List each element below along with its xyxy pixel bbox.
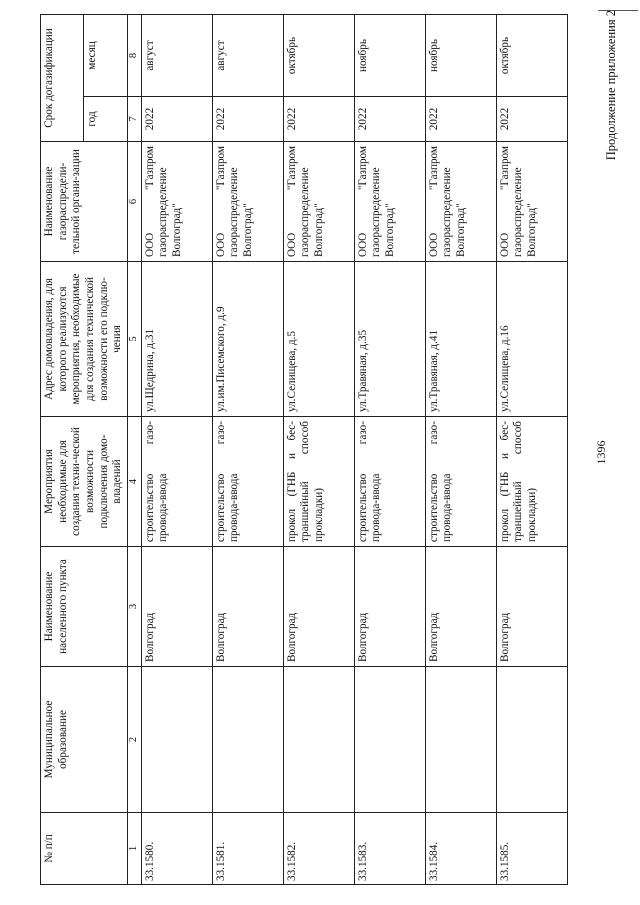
row-number: 33.1580. [141, 813, 212, 885]
row-municipality [212, 667, 283, 813]
column-numbers-row [127, 15, 141, 885]
continuation-note: Продолжение приложения 2 [604, 10, 618, 161]
row-month: ноябрь [425, 15, 496, 97]
table-row [496, 15, 567, 885]
row-year: 2022 [425, 97, 496, 142]
table-row [354, 15, 425, 885]
header-month: месяц [84, 15, 127, 97]
row-address: ул.Щедрина, д.31 [141, 262, 212, 417]
row-measures: прокол (ГНБ и бес-траншейный способ прокладки) [283, 417, 354, 547]
header-municipality: Муниципальное образование [41, 667, 128, 813]
row-number: 33.1582. [283, 813, 354, 885]
col-number: 7 [127, 97, 141, 142]
row-municipality [354, 667, 425, 813]
table-row [283, 15, 354, 885]
table-row [425, 15, 496, 885]
row-measures: строительство газо-провода-ввода [354, 417, 425, 547]
header-deadline: Срок догазификации [41, 15, 84, 142]
header-settlement: Наименование населенного пункта [41, 547, 128, 667]
row-settlement: Волгоград [141, 547, 212, 667]
row-measures: строительство газо-провода-ввода [141, 417, 212, 547]
row-org: ООО "Газпром газораспределение Волгоград" [141, 142, 212, 262]
header-measures: Мероприятия необходимые для создания техни-ческой возможности подключения домо-владений [41, 417, 128, 547]
gasification-table [40, 14, 568, 885]
header-org: Наименование газораспредели-тельной органи-зации [41, 142, 128, 262]
row-measures: строительство газо-провода-ввода [212, 417, 283, 547]
row-year: 2022 [354, 97, 425, 142]
row-settlement: Волгоград [283, 547, 354, 667]
row-year: 2022 [283, 97, 354, 142]
row-org: ООО "Газпром газораспределение Волгоград" [425, 142, 496, 262]
row-address: ул.Травяная, д.41 [425, 262, 496, 417]
row-measures: строительство газо-провода-ввода [425, 417, 496, 547]
row-address: ул.Селищева, д.16 [496, 262, 567, 417]
col-number: 8 [127, 15, 141, 97]
row-number: 33.1584. [425, 813, 496, 885]
row-org: ООО "Газпром газораспределение Волгоград" [354, 142, 425, 262]
row-municipality [283, 667, 354, 813]
row-settlement: Волгоград [354, 547, 425, 667]
row-settlement: Волгоград [212, 547, 283, 667]
table-row [141, 15, 212, 885]
header-num: № п/п [41, 813, 128, 885]
row-org: ООО "Газпром газораспределение Волгоград" [283, 142, 354, 262]
row-year: 2022 [141, 97, 212, 142]
row-number: 33.1585. [496, 813, 567, 885]
row-month: октябрь [496, 15, 567, 97]
col-number: 2 [127, 667, 141, 813]
row-address: ул.Травяная, д.35 [354, 262, 425, 417]
table-row [212, 15, 283, 885]
header-year: год [84, 97, 127, 142]
row-org: ООО "Газпром газораспределение Волгоград" [496, 142, 567, 262]
header-address: Адрес домовладения, для которого реализуются мероприятия, необходимые для создания технической возможности его подклю-чения [41, 262, 128, 417]
row-year: 2022 [212, 97, 283, 142]
row-month: ноябрь [354, 15, 425, 97]
col-number: 6 [127, 142, 141, 262]
row-number: 33.1581. [212, 813, 283, 885]
row-address: ул.Селищева, д.5 [283, 262, 354, 417]
row-year: 2022 [496, 97, 567, 142]
col-number: 3 [127, 547, 141, 667]
row-municipality [141, 667, 212, 813]
col-number: 5 [127, 262, 141, 417]
row-municipality [425, 667, 496, 813]
row-month: август [212, 15, 283, 97]
col-number: 1 [127, 813, 141, 885]
row-measures: прокол (ГНБ и бес-траншейный способ прокладки) [496, 417, 567, 547]
col-number: 4 [127, 417, 141, 547]
row-month: октябрь [283, 15, 354, 97]
row-settlement: Волгоград [496, 547, 567, 667]
row-municipality [496, 667, 567, 813]
row-address: ул.им.Писемского, д.9 [212, 262, 283, 417]
row-settlement: Волгоград [425, 547, 496, 667]
page-number: 1396 [594, 440, 608, 465]
row-number: 33.1583. [354, 813, 425, 885]
row-org: ООО "Газпром газораспределение Волгоград" [212, 142, 283, 262]
row-month: август [141, 15, 212, 97]
